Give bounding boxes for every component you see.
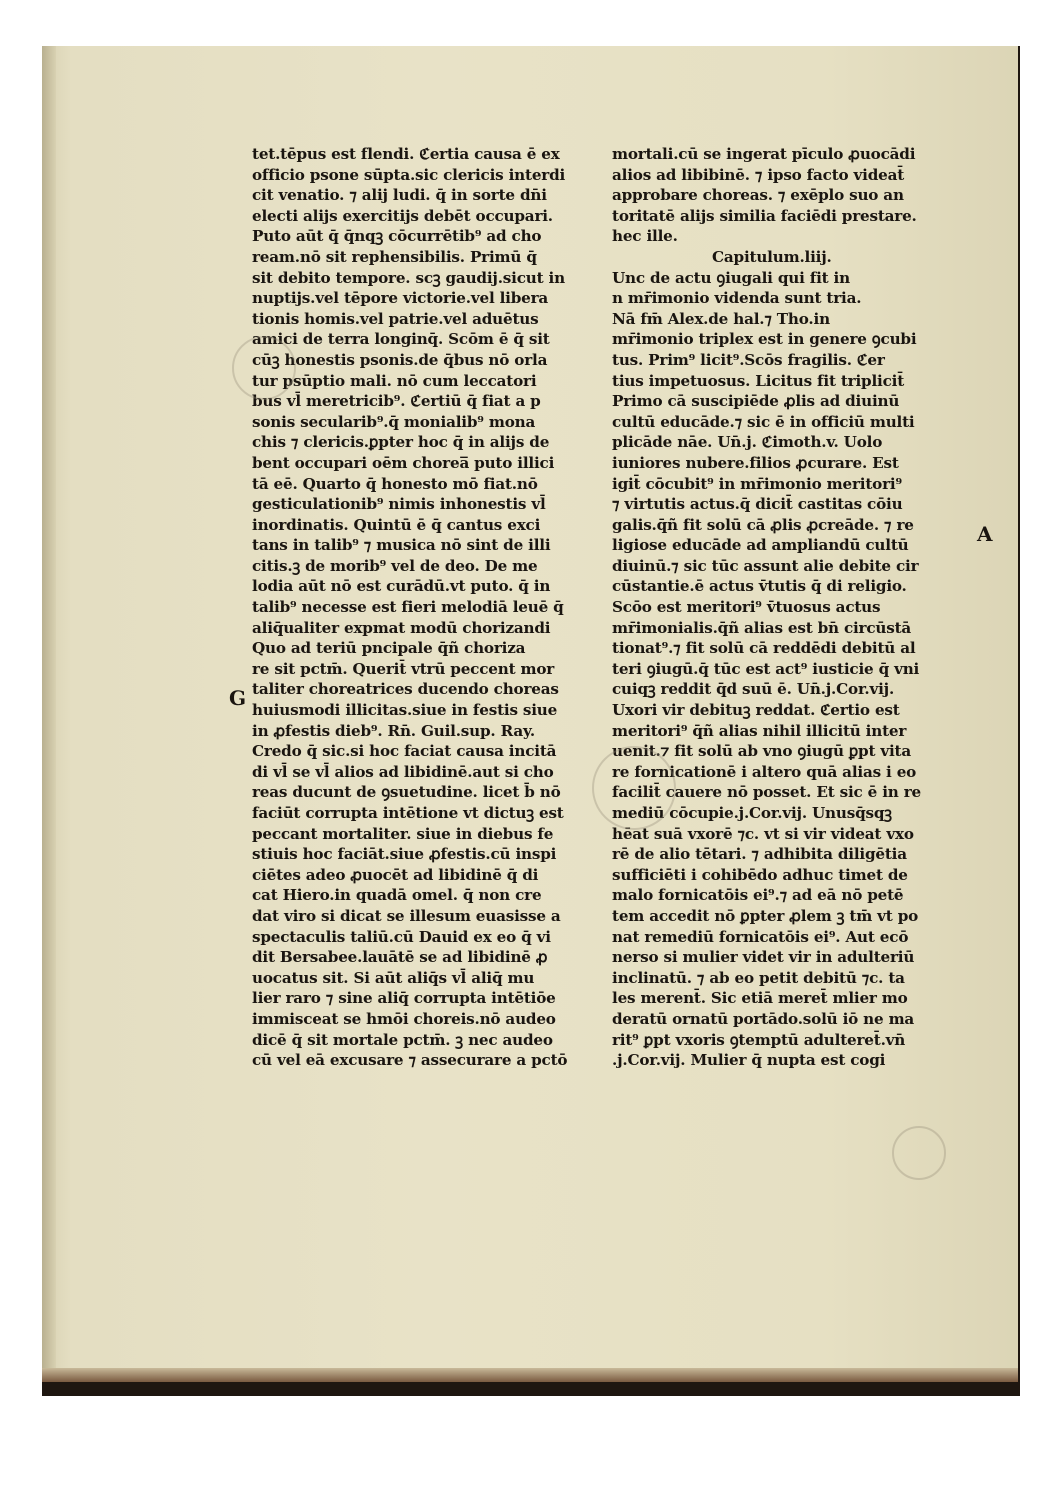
text-line: cit venatio. ⁊ alij ludi. q̄ in sorte dn̄i — [252, 186, 547, 205]
chapter-heading: Capitulum.liij. — [712, 247, 832, 266]
text-line: Scōo est meritori⁹ v̄tuosus actus — [612, 598, 881, 617]
text-line: tet.tēpus est flendi. ℭertia causa ē ex — [252, 145, 560, 163]
text-line: ciētes adeo ꝓuocēt ad libidinē q̄ di — [252, 865, 539, 884]
text-line: facilit̄ cauere nō posset. Et sic ē in re — [612, 783, 921, 802]
page-bottom-edge — [42, 1368, 1018, 1382]
text-line: aliq̄ualiter expmat modū chorizandi — [252, 618, 551, 637]
text-line: toritatē alijs similia faciēdi prestare. — [612, 206, 917, 225]
text-line: re sit pctm̄. Querit̄ vtrū peccent mor — [252, 659, 555, 678]
text-line: bent occupari oēm chorea̅ puto illici — [252, 453, 555, 472]
text-line: amici de terra longinq̄. Scōm ē q̄ sit — [252, 330, 550, 349]
text-line: spectaculis taliū.cū Dauid ex eo q̄ vi — [252, 927, 551, 946]
book-page — [42, 46, 1018, 1382]
text-line: lier raro ⁊ sine aliq̄ corrupta intētiōe — [252, 989, 556, 1008]
text-line: taliter choreatrices ducendo choreas — [252, 680, 559, 699]
text-line: dicē q̄ sit mortale pctm̄. ꝫ nec audeo — [252, 1030, 553, 1049]
text-line: Credo q̄ sic.si hoc faciat causa incitā — [252, 742, 557, 761]
text-line: .j.Cor.vij. Mulier q̄ nupta est cogi — [612, 1051, 886, 1070]
text-line: sufficiēti i cohibēdo adhuc timet de — [612, 865, 908, 884]
text-line: uocatus sit. Si aūt aliq̄s vl̄ aliq̄ mu — [252, 968, 535, 987]
text-line: electi alijs exercitijs debēt occupari. — [252, 206, 553, 225]
text-line: faciūt corrupta intētione vt dictuꝫ est — [252, 804, 564, 822]
right-column-top — [612, 144, 921, 247]
text-line: deratū ornatū portādo.solū iō ne ma — [612, 1009, 915, 1028]
text-line: rit⁹ ꝑpt vxoris ꝯtemptū adulteret̄.vn̄ — [612, 1030, 906, 1049]
text-line: diuinū.⁊ sic tūc assunt alie debite cir — [612, 556, 919, 575]
text-line: teri ꝯiugū.q̄ tūc est act⁹ iusticie q̄ vni — [612, 659, 920, 678]
text-line: malo fornicatōis ei⁹.⁊ ad eā nō petē — [612, 886, 904, 905]
text-line: lodia aūt nō est curādū.vt puto. q̄ in — [252, 577, 551, 596]
text-line: dat viro si dicat se illesum euasisse a — [252, 906, 561, 925]
text-line: approbare choreas. ⁊ exēplo suo an — [612, 186, 904, 205]
right-text-column — [612, 144, 921, 1071]
text-line: Primo cā suscipiēde ꝓlis ad diuinū — [612, 392, 900, 411]
text-line: hēat suā vxorē ⁊c. vt si vir videat vxo — [612, 824, 914, 843]
margin-letter-right: A — [977, 522, 993, 546]
text-line: tionis homis.vel patrie.vel aduētus — [252, 309, 539, 328]
text-line: cuiqꝫ reddit q̄d suū ē. Un̄.j.Cor.vij. — [612, 680, 895, 699]
text-line: rē de alio tētari. ⁊ adhibita diligētia — [612, 845, 907, 864]
text-line: cat Hiero.in quadā omel. q̄ non cre — [252, 886, 542, 905]
text-line: chis ⁊ clericis.ꝑpter hoc q̄ in alijs de — [252, 433, 550, 452]
text-line: tus. Prim⁹ licit⁹.Scōs fragilis. ℭer — [612, 350, 885, 369]
text-line: tius impetuosus. Licitus fit triplicit̄ — [612, 371, 905, 390]
text-line: ream.nō sit rephensibilis. Primū q̄ — [252, 247, 537, 266]
text-line: ⁊ virtutis actus.q̄ dicit̄ castitas cōiu — [612, 495, 903, 514]
text-line: sonis secularib⁹.q̄ monialib⁹ mona — [252, 412, 536, 431]
text-line: tā eē. Quarto q̄ honesto mō fiat.nō — [252, 474, 538, 493]
text-line: Nā fm̄ Alex.de hal.⁊ Tho.in — [612, 309, 830, 328]
text-line: alios ad libibinē. ⁊ ipso facto videat̄ — [612, 165, 905, 184]
margin-letter-left: G — [229, 686, 247, 710]
text-line: dit Bersabee.lauātē se ad libidinē ꝓ — [252, 948, 548, 967]
page-gutter — [42, 46, 56, 1382]
text-line: tionat⁹.⁊ fit solū cā reddēdi debitū al — [612, 639, 916, 658]
text-line: sit debito tempore. scꝫ gaudij.sicut in — [252, 268, 565, 287]
text-line: peccant mortaliter. siue in diebus fe — [252, 824, 554, 843]
text-line: nerso si mulier videt vir in adulteriū — [612, 948, 915, 967]
text-line: iuniores nubere.filios ꝓcurare. Est — [612, 453, 899, 472]
text-line: les merent̄. Sic etiā meret̄ mlier mo — [612, 989, 908, 1008]
text-line: meritori⁹ q̄ñ alias nihil illicitū inter — [612, 721, 907, 740]
library-stamp-mark — [592, 746, 676, 830]
left-text-column — [252, 144, 567, 1071]
text-line: stiuis hoc faciāt.siue ꝓfestis.cū inspi — [252, 845, 557, 864]
text-line: n mr̄imonio videnda sunt tria. — [612, 289, 862, 308]
text-line: inclinatū. ⁊ ab eo petit debitū ⁊c. ta — [612, 968, 905, 987]
text-line: igit̄ cōcubit⁹ in mr̄imonio meritori⁹ — [612, 474, 902, 493]
text-line: bus vl̄ meretricib⁹. ℭertiū q̄ fiat a p — [252, 392, 541, 411]
text-line: Unc de actu ꝯiugali qui fit in — [612, 268, 850, 287]
text-line: tans in talib⁹ ⁊ musica nō sint de illi — [252, 536, 551, 555]
text-line: immisceat se hmōi choreis.nō audeo — [252, 1009, 556, 1028]
text-line: cultū educāde.⁊ sic ē in officiū multi — [612, 412, 915, 431]
text-line: galis.q̄ñ fit solū cā ꝓlis ꝓcreāde. ⁊ re — [612, 515, 914, 534]
library-stamp-mark — [892, 1126, 946, 1180]
text-line: ligiose educāde ad ampliandū cultū — [612, 536, 909, 555]
text-line: di vl̄ se vl̄ alios ad libidinē.aut si cho — [252, 762, 554, 781]
text-line: nuptijs.vel tēpore victorie.vel libera — [252, 289, 549, 308]
text-line: tem accedit nō ꝑpter ꝓlem ꝫ tm̄ vt po — [612, 906, 919, 925]
text-line: Puto aūt q̄ q̄nqꝫ cōcurrētib⁹ ad cho — [252, 227, 542, 246]
text-line: inordinatis. Quintū ē q̄ cantus exci — [252, 515, 541, 534]
text-line: mr̄imonialis.q̄ñ alias est bn̄ circūstā — [612, 618, 912, 637]
text-line: re fornicationē i altero quā alias i eo — [612, 762, 917, 781]
library-stamp-mark — [232, 336, 296, 400]
text-line: cūꝫ honestis psonis.de q̄bus nō orla — [252, 350, 548, 369]
text-line: mortali.cū se ingerat pīculo ꝓuocādi — [612, 145, 916, 163]
text-line: mr̄imonio triplex est in genere ꝯcubi — [612, 330, 917, 349]
text-line: tur psūptio mali. nō cum leccatori — [252, 371, 537, 390]
text-line: reas ducunt de ꝯsuetudine. licet b̄ nō — [252, 783, 561, 802]
text-line: citis.ꝫ de morib⁹ vel de deo. De me — [252, 556, 538, 575]
text-line: nat remediū fornicatōis ei⁹. Aut ecō — [612, 927, 909, 946]
text-line: gesticulationib⁹ nimis inhonestis vl̄ — [252, 495, 546, 514]
text-line: cū vel eā excusare ⁊ assecurare a pctō — [252, 1051, 568, 1070]
text-line: hec ille. — [612, 227, 678, 246]
text-line: Quo ad teriū pncipale q̄ñ choriza — [252, 639, 526, 658]
text-line: plicāde nāe. Un̄.j. ℭimoth.v. Uolo — [612, 433, 883, 452]
text-line: uenit.⁊ fit solū ab vno ꝯiugū ꝑpt vita — [612, 742, 911, 761]
text-line: officio psone sūpta.sic clericis interdi — [252, 165, 566, 184]
text-line: mediū cōcupie.j.Cor.vij. Unusq̄sqꝫ — [612, 804, 892, 822]
text-line: in ꝓfestis dieb⁹. Rn̄. Guil.sup. Ray. — [252, 721, 535, 740]
text-line: talib⁹ necesse est fieri melodiā leuē q̄ — [252, 598, 564, 617]
text-line: cūstantie.ē actus v̄tutis q̄ di religio. — [612, 577, 907, 596]
right-column-body — [612, 268, 921, 1071]
text-line: Uxori vir debituꝫ reddat. ℭertio est — [612, 701, 900, 720]
text-line: huiusmodi illicitas.siue in festis siue — [252, 701, 558, 720]
